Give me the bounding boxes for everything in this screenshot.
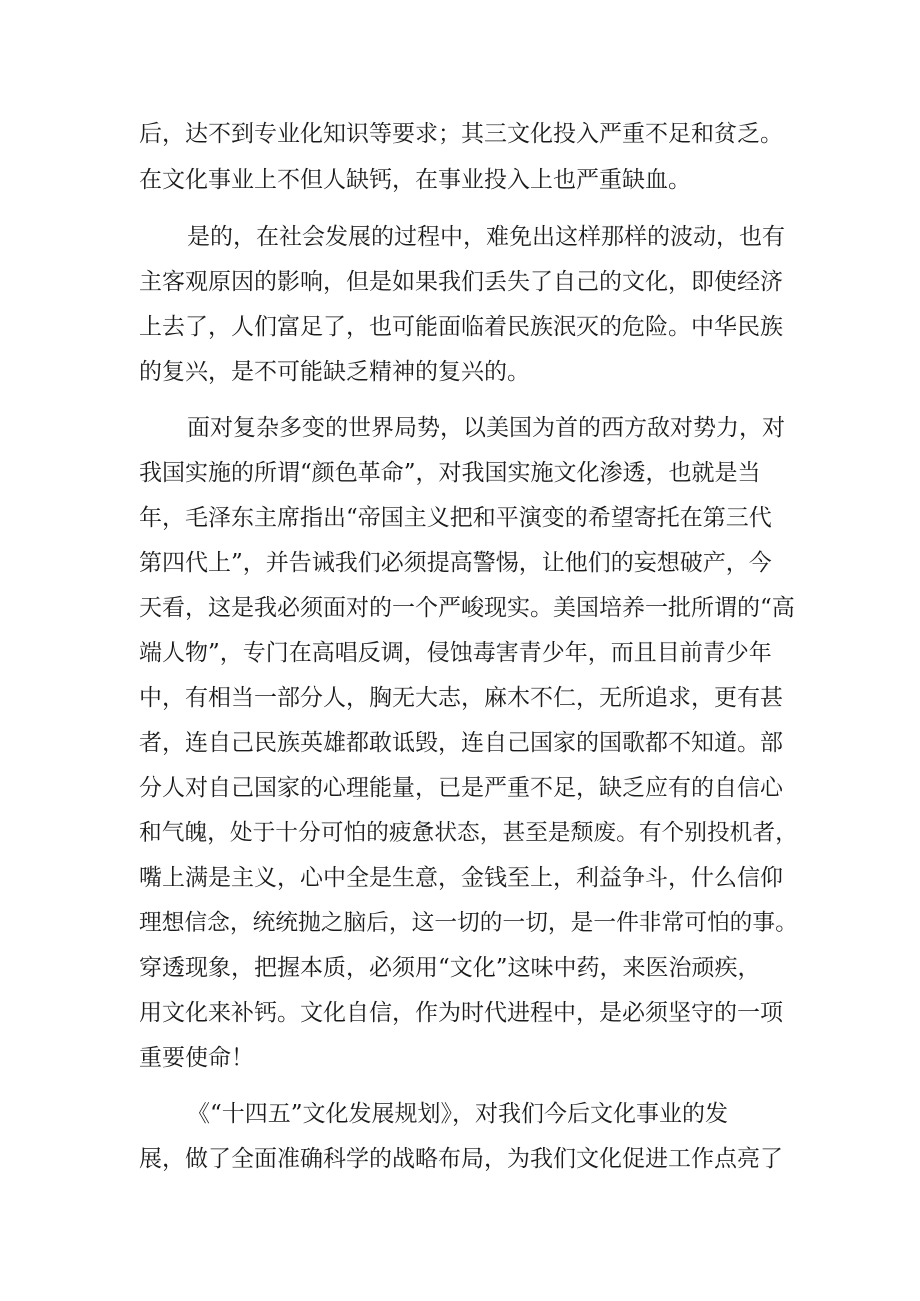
text-line: 的复兴，是不可能缺乏精神的复兴的。 xyxy=(139,359,530,385)
text-line: 面对复杂多变的世界局势，以美国为首的西方敌对势力，对 xyxy=(187,415,785,441)
text-line: 用文化来补钙。文化自信，作为时代进程中，是必须坚守的一项 xyxy=(139,1000,783,1026)
text-line: 第四代上”，并告诫我们必须提高警惕，让他们的妄想破产，今 xyxy=(139,550,772,576)
text-line: 后，达不到专业化知识等要求；其三文化投入严重不足和贫乏。 xyxy=(139,121,783,147)
text-line: 嘴上满是主义，心中全是生意，金钱至上，利益争斗，什么信仰 xyxy=(139,865,783,891)
text-line: 穿透现象，把握本质，必须用“文化”这味中药，来医治顽疾， xyxy=(139,955,761,981)
text-line: 上去了，人们富足了，也可能面临着民族泯灭的危险。中华民族 xyxy=(139,314,783,340)
text-line: 端人物”，专门在高唱反调，侵蚀毒害青少年，而且目前青少年 xyxy=(139,640,772,666)
text-line: 中，有相当一部分人，胸无大志，麻木不仁，无所追求，更有甚 xyxy=(139,685,783,711)
text-line: 者，连自己民族英雄都敢诋毁，连自己国家的国歌都不知道。部 xyxy=(139,730,783,756)
text-line: 是的，在社会发展的过程中，难免出这样那样的波动，也有 xyxy=(187,224,785,250)
text-line: 分人对自己国家的心理能量，已是严重不足，缺乏应有的自信心 xyxy=(139,775,783,801)
text-line: 重要使命！ xyxy=(139,1045,254,1071)
text-line: 和气魄，处于十分可怕的疲惫状态，甚至是颓废。有个别投机者， xyxy=(139,820,798,846)
text-line: 在文化事业上不但人缺钙，在事业投入上也严重缺血。 xyxy=(139,167,691,193)
text-line: 理想信念，统统抛之脑后，这一切的一切，是一件非常可怕的事。 xyxy=(139,910,798,936)
text-line: 展，做了全面准确科学的战略布局，为我们文化促进工作点亮了 xyxy=(139,1146,783,1172)
text-line: 年，毛泽东主席指出“帝国主义把和平演变的希望寄托在第三代 xyxy=(139,505,772,531)
text-line: 我国实施的所谓“颜色革命”，对我国实施文化渗透，也就是当 xyxy=(139,460,761,486)
text-line: 天看，这是我必须面对的一个严峻现实。美国培养一批所谓的“高 xyxy=(139,595,795,621)
text-line: 《“十四五”文化发展规划》，对我们今后文化事业的发 xyxy=(187,1101,729,1127)
text-line: 主客观原因的影响，但是如果我们丢失了自己的文化，即使经济 xyxy=(139,269,783,295)
